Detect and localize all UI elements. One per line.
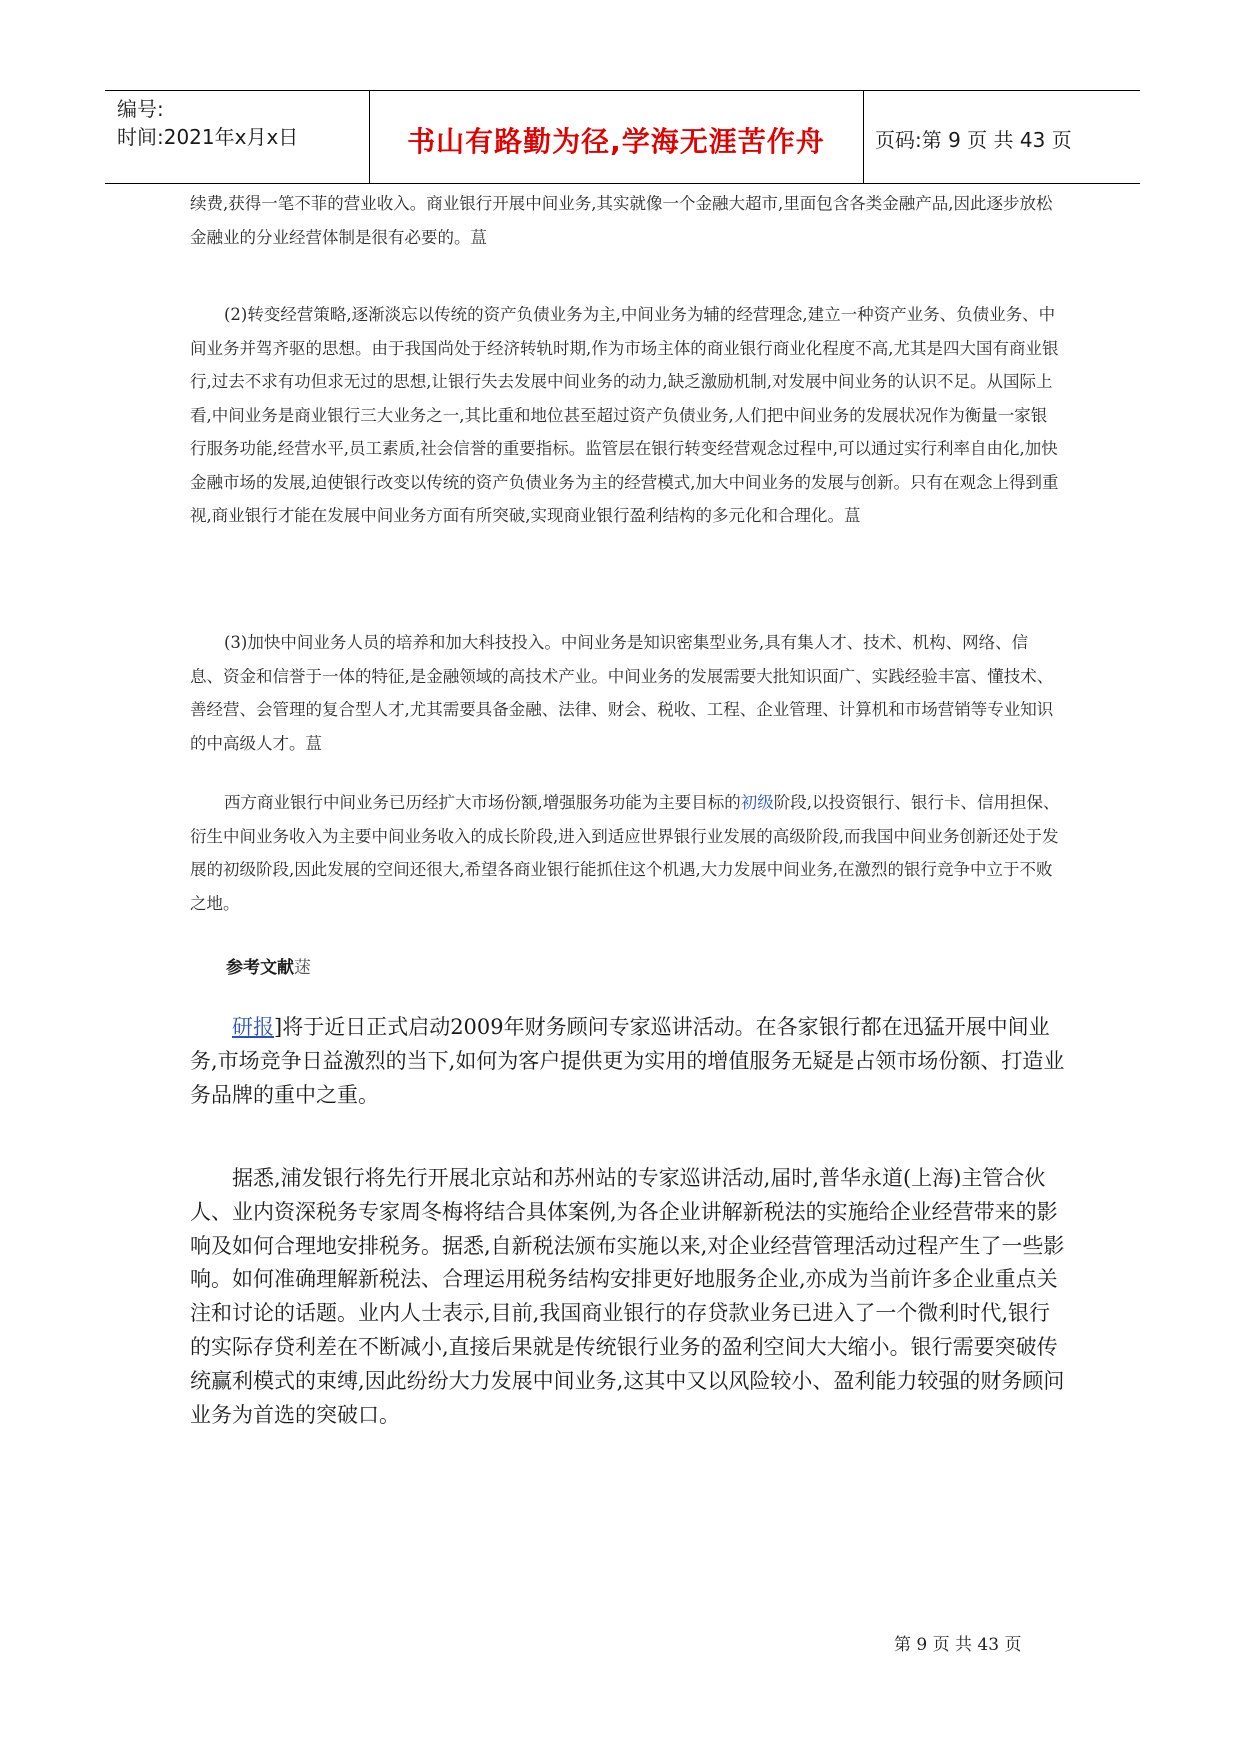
research-report-link[interactable]: 研报 bbox=[232, 1015, 274, 1039]
page-footer: 第 9 页 共 43 页 bbox=[894, 1635, 1022, 1655]
paragraph-mark: 蒀 bbox=[470, 227, 487, 247]
document-number-label: 编号: bbox=[117, 97, 164, 121]
paragraph-5 bbox=[190, 1011, 1070, 1112]
paragraph-6-text: 据悉,浦发银行将先行开展北京站和苏州站的专家巡讲活动,届时,普华永道(上海)主管合伙人、业内资深税务专家周冬梅将结合具体案例,为各企业讲解新税法的实施给企业经营带来的影响及如何合理地安排税务。据悉,自新税法颁布实施以来,对企业经营管理活动过程产生了一些影响。如何准确理解新税法、合理运用税务结构安排更好地服务企业,亦成为当前许多企业重点关注和讨论的话题。业内人士表示,目前,我国商业银行的存贷款业务已进入了一个微利时代,银行的实际存贷利差在不断减小,直接后果就是传统银行业务的盈利空间大大缩小。银行需要突破传统赢利模式的束缚,因此纷纷大力发展中间业务,这其中又以风险较小、盈利能力较强的财务顾问业务为首选的突破口。 bbox=[190, 1166, 1065, 1427]
page-header bbox=[105, 90, 1140, 184]
paragraph-1-text: 续费,获得一笔不菲的营业收入。商业银行开展中间业务,其实就像一个金融大超市,里面包含各类金融产品,因此逐步放松金融业的分业经营体制是很有必要的。 bbox=[190, 194, 1053, 247]
references-mark: 蒁 bbox=[294, 958, 311, 978]
paragraph-2 bbox=[190, 298, 1060, 533]
paragraph-3 bbox=[190, 626, 1060, 760]
paragraph-3-text: (3)加快中间业务人员的培养和加大科技投入。中间业务是知识密集型业务,具有集人才、技术、机构、网络、信息、资金和信誉于一体的特征,是金融领域的高技术产业。中间业务的发展需要大批知识面广、实践经验丰富、懂技术、善经营、会管理的复合型人才,尤其需要具备金融、法律、财会、税收、工程、企业管理、计算机和市场营销等专业知识的中高级人才。 bbox=[190, 633, 1054, 753]
header-page-code: 页码:第 9 页 共 43 页 bbox=[875, 128, 1072, 152]
paragraph-5-text: ]将于近日正式启动2009年财务顾问专家巡讲活动。在各家银行都在迅猛开展中间业务,市场竞争日益激烈的当下,如何为客户提供更为实用的增值服务无疑是占领市场份额、打造业务品牌的重中之重。 bbox=[190, 1015, 1065, 1107]
references-title: 参考文献 bbox=[226, 958, 294, 978]
paragraph-2-text: (2)转变经营策略,逐渐淡忘以传统的资产负债业务为主,中间业务为辅的经营理念,建立一种资产业务、负债业务、中间业务并驾齐驱的思想。由于我国尚处于经济转轨时期,作为市场主体的商业银行商业化程度不高,尤其是四大国有商业银行,过去不求有功但求无过的思想,让银行失去发展中间业务的动力,缺乏激励机制,对发展中间业务的认识不足。从国际上看,中间业务是商业银行三大业务之一,其比重和地位甚至超过资产负债业务,人们把中间业务的发展状况作为衡量一家银行服务功能,经营水平,员工素质,社会信誉的重要指标。监管层在银行转变经营观念过程中,可以通过实行利率自由化,加快金融市场的发展,迫使银行改变以传统的资产负债业务为主的经营模式,加大中间业务的发展与创新。只有在观念上得到重视,商业银行才能在发展中间业务方面有所突破,实现商业银行盈利结构的多元化和合理化。 bbox=[190, 305, 1059, 525]
paragraph-mark: 蒀 bbox=[305, 733, 322, 753]
paragraph-6 bbox=[190, 1162, 1070, 1432]
document-time-label: 时间:2021年x月x日 bbox=[117, 125, 299, 149]
initial-stage-link[interactable]: 初级 bbox=[740, 793, 774, 812]
paragraph-4-text-b: 阶段,以投资银行、银行卡、信用担保、衍生中间业务收入为主要中间业务收入的成长阶段,进入到适应世界银行业发展的高级阶段,而我国中间业务创新还处于发展的初级阶段,因此发展的空间还很大,希望各商业银行能抓住这个机遇,大力发展中间业务,在激烈的银行竞争中立于不败之地。 bbox=[190, 793, 1060, 913]
paragraph-4-text-a: 西方商业银行中间业务已历经扩大市场份额,增强服务功能为主要目标的 bbox=[224, 793, 741, 812]
paragraph-4 bbox=[190, 786, 1060, 920]
references-heading bbox=[226, 953, 311, 978]
header-meta-cell bbox=[105, 91, 370, 183]
header-motto: 书山有路勤为径,学海无涯苦作舟 bbox=[407, 125, 825, 158]
header-motto-cell bbox=[369, 91, 864, 183]
paragraph-1 bbox=[190, 187, 1060, 254]
header-page-cell bbox=[863, 91, 1140, 183]
paragraph-mark: 蒀 bbox=[844, 506, 861, 525]
